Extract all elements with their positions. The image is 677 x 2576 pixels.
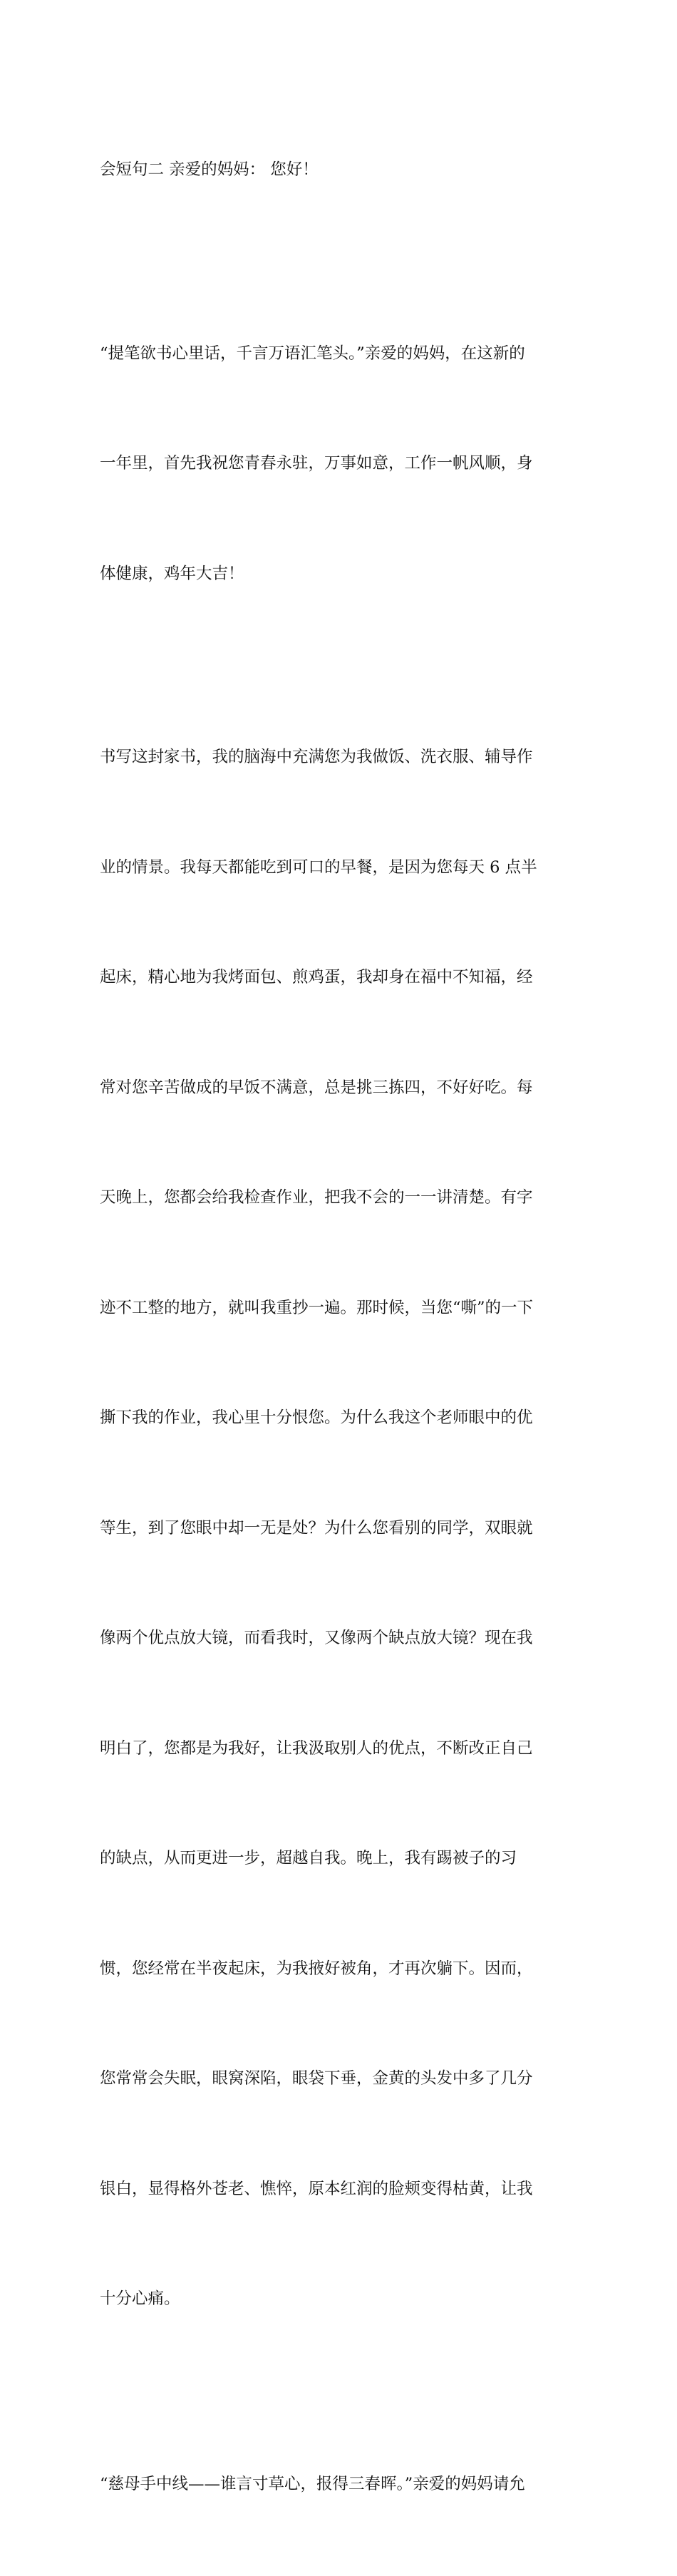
document-body [100,78,579,2576]
text-line: 天晚上，您都会给我检查作业，把我不会的一一讲清楚。有字 [100,1180,579,1217]
text-line: 业的情景。我每天都能吃到可口的早餐，是因为您每天 6 点半 [100,850,579,887]
text-line: 体健康，鸡年大吉！ [100,556,579,593]
text-line: 像两个优点放大镜，而看我时，又像两个缺点放大镜？现在我 [100,1620,579,1657]
text-line: 撕下我的作业，我心里十分恨您。为什么我这个老师眼中的优 [100,1400,579,1437]
text-line: 惯，您经常在半夜起床，为我掖好被角，才再次躺下。因而， [100,1951,579,1988]
text-line: 明白了，您都是为我好，让我汲取别人的优点，不断改正自己 [100,1731,579,1768]
text-line: 会短句二 亲爱的妈妈： 您好！ [100,152,579,189]
paragraph-greeting [100,262,579,666]
text-line: 银白，显得格外苍老、憔悴，原本红润的脸颊变得枯黄，让我 [100,2171,579,2208]
text-line: “慈母手中线——谁言寸草心，报得三春晖。”亲爱的妈妈请允 [100,2466,579,2503]
document-page [0,0,677,876]
text-line: 十分心痛。 [100,2281,579,2318]
text-line: 起床，精心地为我烤面包、煎鸡蛋，我却身在福中不知福，经 [100,959,579,996]
text-line: 等生，到了您眼中却一无是处？为什么您看别的同学，双眼就 [100,1510,579,1547]
paragraph-poem [100,2393,579,2576]
text-line: 书写这封家书，我的脑海中充满您为我做饭、洗衣服、辅导作 [100,739,579,776]
text-line: 常对您辛苦做成的早饭不满意，总是挑三拣四，不好好吃。每 [100,1070,579,1107]
text-line: 您常常会失眠，眼窝深陷，眼袋下垂，金黄的头发中多了几分 [100,2061,579,2098]
text-line: 一年里，首先我祝您青春永驻，万事如意，工作一帆风顺，身 [100,445,579,483]
document-heading [100,78,579,262]
text-line: “提笔欲书心里话，千言万语汇笔头。”亲爱的妈妈，在这新的 [100,336,579,373]
text-line: 迹不工整的地方，就叫我重抄一遍。那时候，当您“嘶”的一下 [100,1290,579,1327]
paragraph-memories [100,666,579,2391]
text-line: 的缺点，从而更进一步，超越自我。晚上，我有踢被子的习 [100,1840,579,1877]
